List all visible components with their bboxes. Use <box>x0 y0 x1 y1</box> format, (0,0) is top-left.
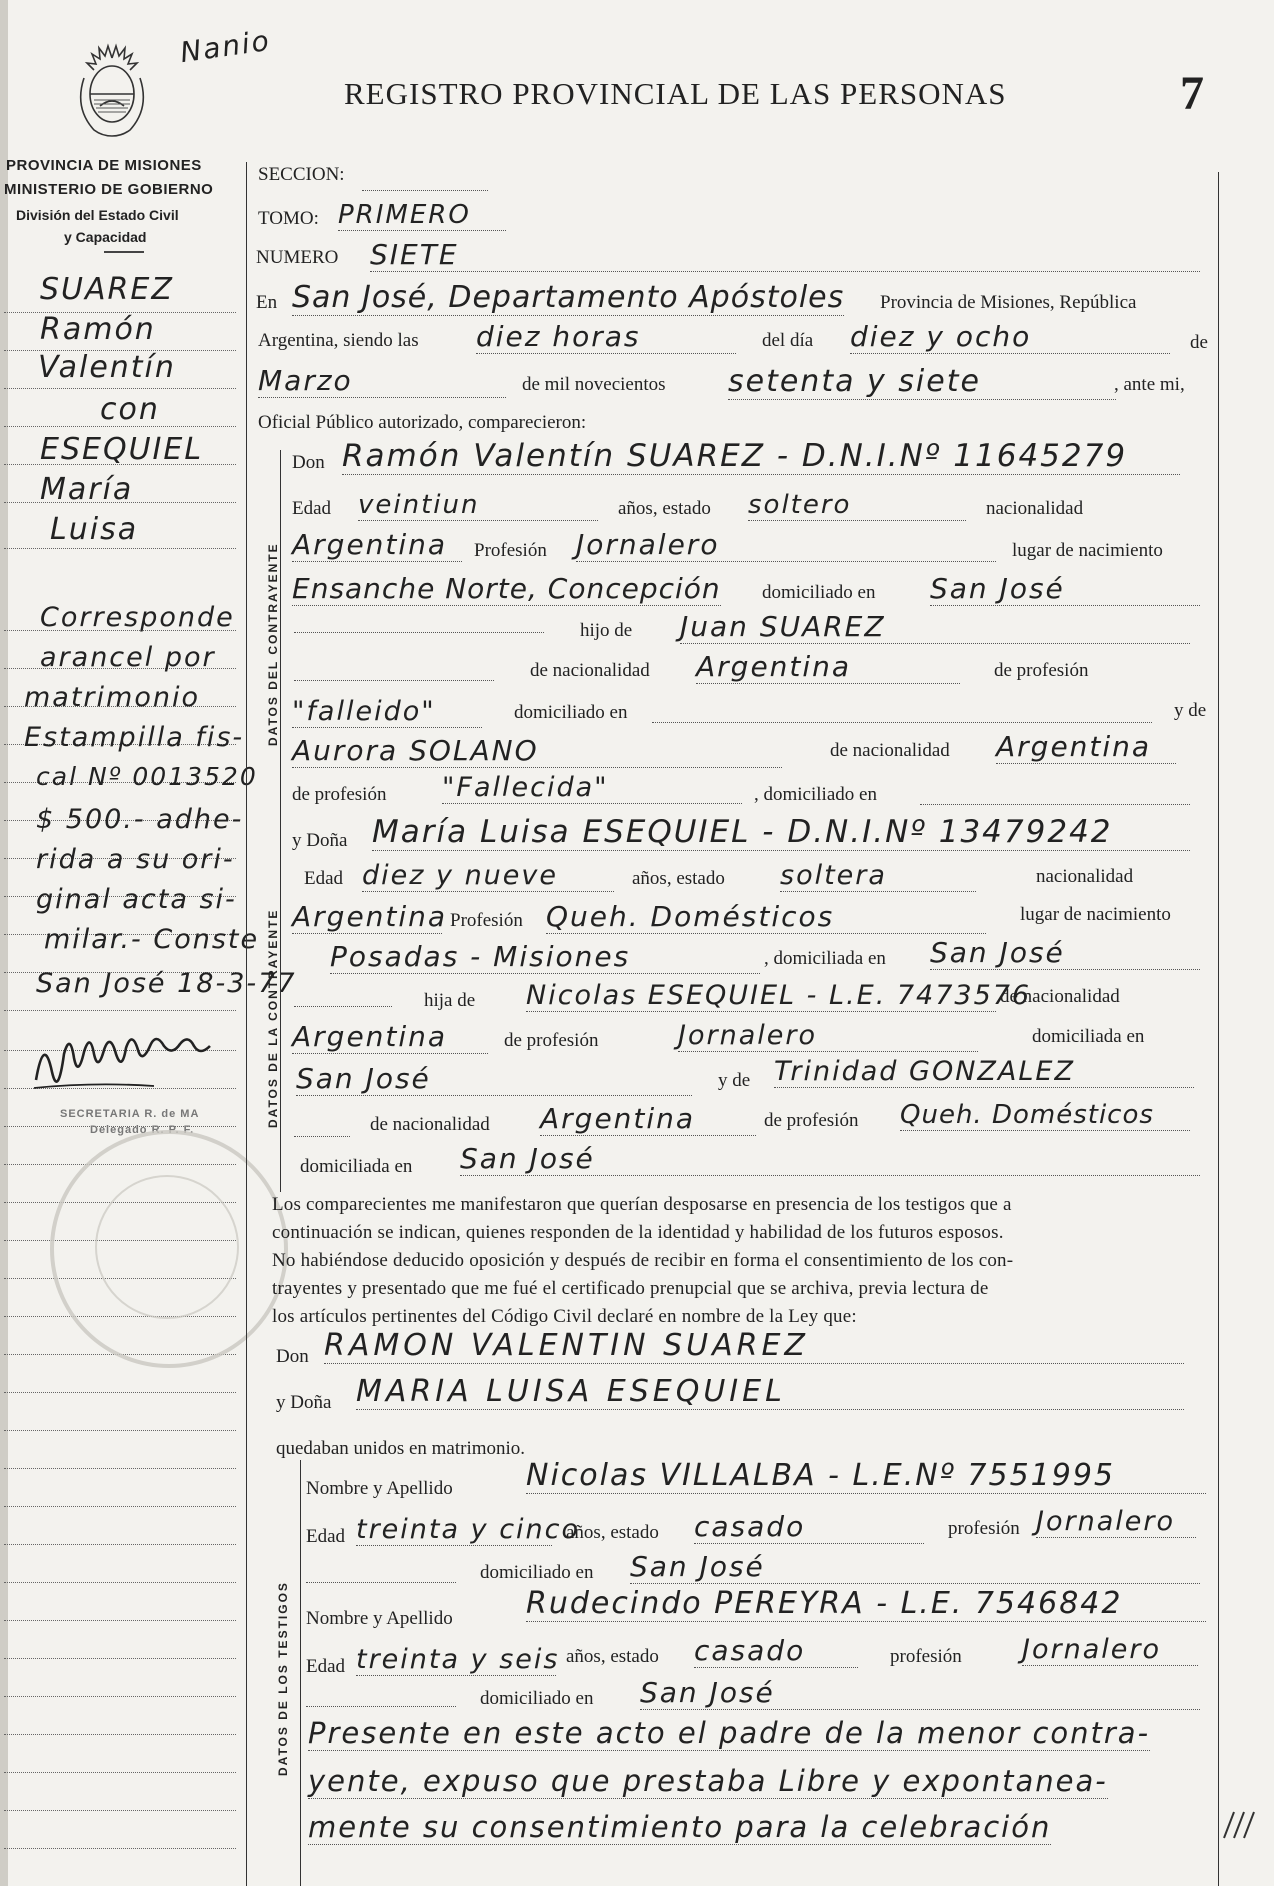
groom-mother-dom-label: , domiciliado en <box>754 784 877 805</box>
witness1-profesion-label: profesión <box>948 1518 1020 1539</box>
groom-y-de-label: y de <box>1174 700 1207 721</box>
witness1-dom-value: San José <box>630 1550 1200 1584</box>
office-division: División del Estado Civil <box>16 207 179 223</box>
bride-edad-value: diez y nueve <box>362 860 614 892</box>
bride-mother-prof-value: Queh. Domésticos <box>900 1100 1190 1131</box>
seccion-field <box>362 190 488 191</box>
groom-father-blank <box>294 680 494 681</box>
bride-mother-value: Trinidad GONZALEZ <box>774 1056 1194 1088</box>
margin-name-bride-first: María <box>40 472 134 507</box>
office-province: PROVINCIA DE MISIONES <box>6 157 202 174</box>
groom-full-name-value: RAMON VALENTIN SUAREZ <box>324 1328 1184 1364</box>
bride-hija-blank <box>294 1006 392 1007</box>
right-column-border <box>1218 172 1219 1886</box>
groom-mother-estado-value: "Fallecida" <box>442 772 742 804</box>
consent-note-line: mente su consentimiento para la celebración <box>308 1810 1052 1844</box>
bride-profesion-value: Queh. Domésticos <box>546 900 986 934</box>
witness2-dom-value: San José <box>640 1676 1200 1710</box>
groom-nacionalidad-value: Argentina <box>292 528 462 562</box>
bride-edad-label: Edad <box>304 868 344 889</box>
witness1-edad-label: Edad <box>306 1526 346 1547</box>
line-end-marks <box>1220 1810 1260 1840</box>
declaration-line: No habiéndose deducido oposición y después de recibir en forma el consentimiento de los con- <box>272 1250 1014 1271</box>
office-divider <box>104 251 144 253</box>
groom-father-nac-label: de nacionalidad <box>530 660 650 681</box>
groom-father-value: Juan SUAREZ <box>680 610 1190 644</box>
groom-mother-prof-label: de profesión <box>292 784 387 805</box>
left-column-border <box>246 162 247 1886</box>
groom-name-value: Ramón Valentín SUAREZ - D.N.I.Nº 11645279 <box>342 438 1180 475</box>
groom-father-dom-blank <box>652 722 1152 723</box>
bride-father-value: Nicolas ESEQUIEL - L.E. 7473576 <box>526 980 1032 1011</box>
groom-nacionalidad-label: nacionalidad <box>986 498 1084 519</box>
groom-estado-label: años, estado <box>618 498 711 519</box>
bride-father-prof-value: Jornalero <box>678 1020 978 1052</box>
witness1-profesion-value: Jornalero <box>1036 1506 1196 1538</box>
bride-mother-nac-value: Argentina <box>540 1102 756 1136</box>
groom-edad-label: Edad <box>292 498 332 519</box>
fee-note-line: matrimonio <box>24 682 200 713</box>
bride-full-name-value: MARIA LUISA ESEQUIEL <box>356 1374 1184 1410</box>
bride-estado-value: soltera <box>780 860 976 892</box>
margin-name-second: Valentín <box>38 350 176 385</box>
witness1-edad-value: treinta y cinco <box>356 1514 581 1545</box>
bride-domiciliada-label: , domiciliada en <box>764 948 886 969</box>
stamp-text: Delegado R. P. F. <box>90 1124 195 1136</box>
page-number: 7 <box>1180 67 1204 120</box>
witness2-estado-value: casado <box>694 1634 858 1668</box>
groom-father-nac-value: Argentina <box>696 650 960 684</box>
day-value: diez y ocho <box>850 320 1170 354</box>
fee-note-line: San José 18-3-77 <box>36 968 297 999</box>
witness1-estado-value: casado <box>694 1510 924 1544</box>
fee-note-line: $ 500.- adhe- <box>36 804 244 835</box>
archive-annotation: Nanio <box>178 23 273 70</box>
fee-note-line: cal Nº 0013520 <box>36 762 258 791</box>
fee-note-line: milar.- Conste <box>44 924 260 955</box>
bride-nacionalidad-value: Argentina <box>292 900 448 933</box>
groom-mother-nac-value: Argentina <box>996 730 1176 764</box>
declaration-line: los artículos pertinentes del Código Civil declaré en nombre de la Ley que: <box>272 1306 857 1327</box>
bride-mother-blank <box>294 1136 350 1137</box>
left-margin-edge <box>0 0 8 1886</box>
groom-mother-value: Aurora SOLANO <box>292 734 782 768</box>
groom-domicilio-value: San José <box>930 572 1200 606</box>
bride-mother-nac-label: de nacionalidad <box>370 1114 490 1135</box>
groom-father-dom-label: domiciliado en <box>514 702 628 723</box>
witness1-estado-label: años, estado <box>566 1522 659 1543</box>
bride-father-nac-label: de nacionalidad <box>1000 986 1120 1007</box>
fee-note-line: rida a su ori- <box>36 844 235 875</box>
contrayente-border <box>280 450 281 820</box>
testigos-section-label: DATOS DE LOS TESTIGOS <box>276 1581 290 1776</box>
fee-note-line: ginal acta si- <box>36 884 237 915</box>
en-label: En <box>256 292 278 313</box>
month-value: Marzo <box>258 364 506 398</box>
groom-hijo-blank <box>294 632 544 633</box>
witness2-edad-label: Edad <box>306 1656 346 1677</box>
united-text: quedaban unidos en matrimonio. <box>276 1438 526 1459</box>
margin-name-first: Ramón <box>40 312 156 347</box>
year-label: de mil novecientos <box>522 374 666 395</box>
dia-label: del día <box>762 330 814 351</box>
seccion-label: SECCION: <box>258 164 345 185</box>
groom-don-decl-label: Don <box>276 1346 309 1367</box>
bride-father-dom-value: San José <box>296 1062 692 1096</box>
registry-stamp-inner-ring <box>95 1175 239 1319</box>
groom-father-estado-value: "falleido" <box>292 696 482 728</box>
contrayente-section-label: DATOS DEL CONTRAYENTE <box>266 542 280 746</box>
margin-name-con: con <box>100 392 160 427</box>
declaration-line: trayentes y presentado que me fué el certificado prenupcial que se archiva, previa lectura de <box>272 1278 989 1299</box>
place-value: San José, Departamento Apóstoles <box>292 280 845 315</box>
groom-mother-nac-label: de nacionalidad <box>830 740 950 761</box>
margin-name-bride-second: Luisa <box>50 512 139 547</box>
groom-domiciliado-label: domiciliado en <box>762 582 876 603</box>
margin-name-surname: SUAREZ <box>40 272 174 307</box>
consent-note-line: yente, expuso que prestaba Libre y expontanea- <box>308 1764 1108 1798</box>
bride-mother-prof-label: de profesión <box>764 1110 859 1131</box>
oficial-text: Oficial Público autorizado, comparecieron: <box>258 412 587 433</box>
groom-mother-dom-blank <box>920 804 1190 805</box>
declaration-line: continuación se indican, quienes responden de la identidad y habilidad de los futuros esposos. <box>272 1222 1004 1243</box>
registrar-signature <box>30 1030 250 1100</box>
groom-estado-value: soltero <box>748 490 966 521</box>
witness2-edad-value: treinta y seis <box>356 1644 560 1675</box>
bride-name-value: María Luisa ESEQUIEL - D.N.I.Nº 13479242 <box>372 814 1190 851</box>
testigos-border <box>300 1460 301 1886</box>
fee-note-line: arancel por <box>40 642 216 673</box>
numero-value: SIETE <box>370 238 1200 272</box>
witness2-profesion-value: Jornalero <box>1022 1634 1198 1666</box>
bride-nacionalidad-label: nacionalidad <box>1036 866 1134 887</box>
argentine-coat-of-arms-icon <box>70 38 154 138</box>
argentina-text: Argentina, siendo las <box>258 330 419 351</box>
bride-domicilio-value: San José <box>930 936 1200 970</box>
hour-value: diez horas <box>476 320 736 354</box>
witness2-profesion-label: profesión <box>890 1646 962 1667</box>
bride-estado-label: años, estado <box>632 868 725 889</box>
bride-y-de-label: y de <box>718 1070 751 1091</box>
stamp-text: SECRETARIA R. de MA <box>60 1108 200 1120</box>
fee-note-line: Corresponde <box>40 602 235 633</box>
ante-label: , ante mi, <box>1114 374 1185 395</box>
groom-lugar-label: lugar de nacimiento <box>1012 540 1163 561</box>
groom-profesion-label: Profesión <box>474 540 547 561</box>
fee-note-line: Estampilla fis- <box>24 722 245 753</box>
bride-mother-dom-label: domiciliada en <box>300 1156 413 1177</box>
office-ministry: MINISTERIO DE GOBIERNO <box>4 181 214 198</box>
witness1-nombre-label: Nombre y Apellido <box>306 1478 453 1499</box>
witness1-name-value: Nicolas VILLALBA - L.E.Nº 7551995 <box>526 1458 1206 1494</box>
numero-label: NUMERO <box>256 247 339 268</box>
witness2-blank <box>306 1706 456 1707</box>
groom-edad-value: veintiun <box>358 490 598 521</box>
contrayenta-section-label: DATOS DE LA CONTRAYENTE <box>266 908 280 1128</box>
tomo-value: PRIMERO <box>338 200 506 231</box>
groom-don-label: Don <box>292 452 325 473</box>
consent-note-line: Presente en este acto el padre de la menor contra- <box>308 1716 1151 1750</box>
bride-father-dom-label: domiciliada en <box>1032 1026 1145 1047</box>
witness2-name-value: Rudecindo PEREYRA - L.E. 7546842 <box>526 1586 1206 1622</box>
contrayenta-border <box>280 820 281 1192</box>
bride-lugar-value: Posadas - Misiones <box>330 940 760 974</box>
bride-lugar-label: lugar de nacimiento <box>1020 904 1171 925</box>
de-label: de <box>1190 332 1208 353</box>
witness2-dom-label: domiciliado en <box>480 1688 594 1709</box>
bride-dona-label: y Doña <box>292 830 348 851</box>
witness1-blank <box>306 1582 456 1583</box>
groom-profesion-value: Jornalero <box>576 528 996 562</box>
bride-profesion-label: Profesión <box>450 910 523 931</box>
year-value: setenta y siete <box>728 364 1116 400</box>
witness2-nombre-label: Nombre y Apellido <box>306 1608 453 1629</box>
province-text: Provincia de Misiones, República <box>880 292 1137 313</box>
witness1-dom-label: domiciliado en <box>480 1562 594 1583</box>
bride-hija-label: hija de <box>424 990 476 1011</box>
office-capacity: y Capacidad <box>64 229 147 245</box>
bride-dona-decl-label: y Doña <box>276 1392 332 1413</box>
bride-father-prof-label: de profesión <box>504 1030 599 1051</box>
witness2-estado-label: años, estado <box>566 1646 659 1667</box>
groom-lugar-value: Ensanche Norte, Concepción <box>292 572 721 605</box>
tomo-label: TOMO: <box>258 208 319 229</box>
margin-name-bride-surname: ESEQUIEL <box>40 432 204 467</box>
declaration-line: Los comparecientes me manifestaron que querían desposarse en presencia de los testigos que a <box>272 1194 1012 1215</box>
groom-hijo-label: hijo de <box>580 620 633 641</box>
bride-father-nac-value: Argentina <box>292 1020 488 1054</box>
groom-father-prof-label: de profesión <box>994 660 1089 681</box>
page-title: REGISTRO PROVINCIAL DE LAS PERSONAS <box>344 76 1007 111</box>
bride-mother-dom-value: San José <box>460 1142 1200 1176</box>
